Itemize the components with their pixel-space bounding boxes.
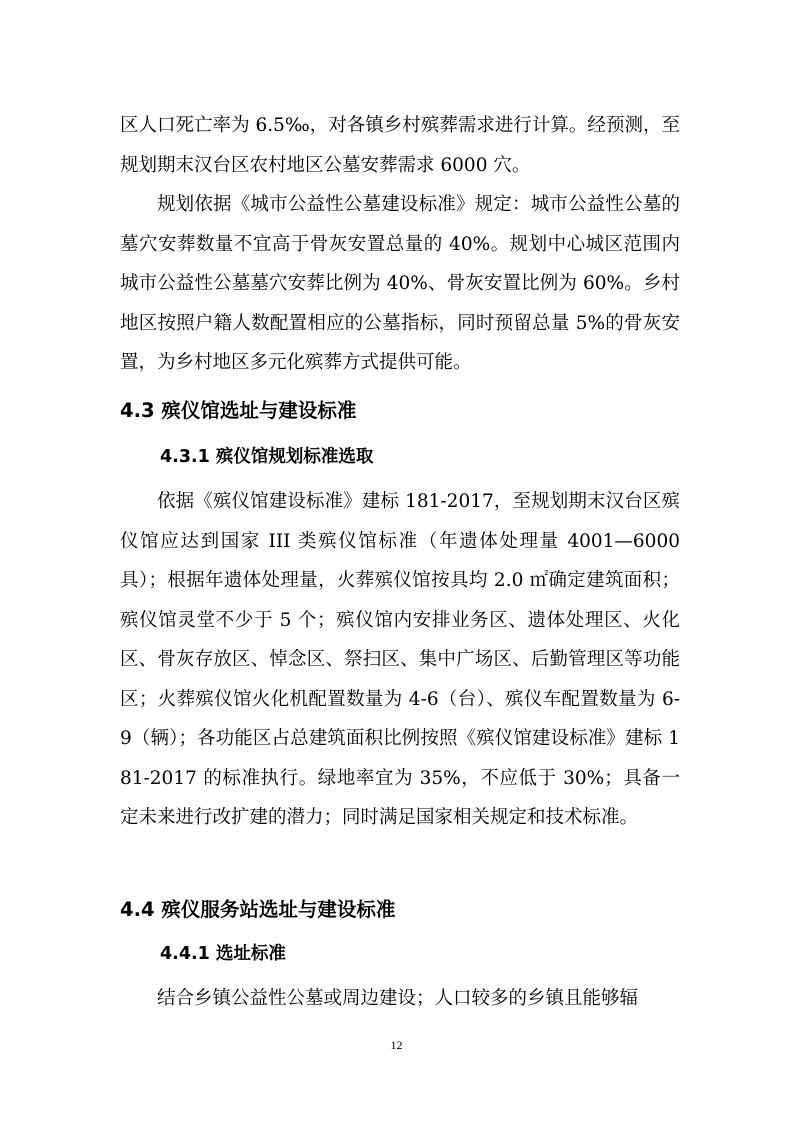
subsection-heading-4-3-1: 4.3.1 殡仪馆规划标准选取	[160, 447, 374, 467]
paragraph-funeral-home-standard: 依据《殡仪馆建设标准》建标 181-2017，至规划期末汉台区殡仪馆应达到国家 III 类殡仪馆标准（年遗体处理量 4001—6000 具）；根据年遗体处理量，火葬殡仪馆按具均 2.0 ㎡确定建筑面积；殡仪馆灵堂不少于 5 个；殡仪馆内安排业务区、遗体处理区、火化区、骨灰存放区、悼念区、祭扫区、集中广场区、后勤管理区等功能区；火葬殡仪馆火化机配置数量为 4-6（台）、殡仪车配置数量为 6-9（辆）；各功能区占总建筑面积比例按照《殡仪馆建设标准》建标 181-2017 的标准执行。绿地率宜为 35%，不应低于 30%；具备一定未来进行改扩建的潜力；同时满足国家相关规定和技术标准。	[120, 491, 680, 828]
section-heading-4-4: 4.4 殡仪服务站选址与建设标准	[120, 898, 396, 921]
section-heading-4-3: 4.3 殡仪馆选址与建设标准	[120, 399, 357, 422]
paragraph-site-selection: 结合乡镇公益性公墓或周边建设；人口较多的乡镇且能够辐	[157, 988, 639, 1009]
paragraph-burial-demand: 区人口死亡率为 6.5‰，对各镇乡村殡葬需求进行计算。经预测，至规划期末汉台区农村地区公墓安葬需求 6000 穴。	[120, 115, 680, 176]
paragraph-cemetery-standard: 规划依据《城市公益性公墓建设标准》规定：城市公益性公墓的墓穴安葬数量不宜高于骨灰安置总量的 40%。规划中心城区范围内城市公益性公墓墓穴安葬比例为 40%、骨灰安置比例为 60%。乡村地区按照户籍人数配置相应的公墓指标，同时预留总量 5%的骨灰安置，为乡村地区多元化殡葬方式提供可能。	[120, 194, 680, 373]
subsection-heading-4-4-1: 4.4.1 选址标准	[160, 944, 286, 964]
page-number: 12	[390, 1038, 403, 1052]
